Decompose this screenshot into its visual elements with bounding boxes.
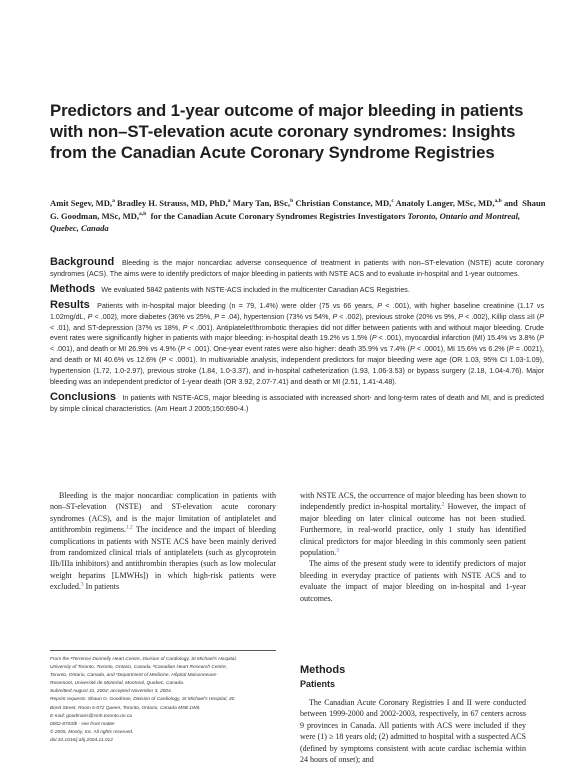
abstract-text: .001), and death or MI 26.9% vs 4.9% ( [56, 345, 181, 354]
body-paragraph: The aims of the present study were to identify predictors of major bleeding in everyday practice of patients with NSTE ACS and to evaluate the impact of major bleeding on in-hospital and 1-year outcomes. [300, 559, 526, 603]
abstract-text: .001), with higher baseline creatinine (1.17 vs 1.02mg/dL, [50, 301, 544, 321]
abstract-heading-conclusions: Conclusions [50, 390, 117, 403]
author-list [50, 197, 550, 235]
subsection-heading-patients: Patients [300, 679, 336, 689]
p-symbol: P [458, 312, 464, 321]
footnote-line: Submitted August 31, 2004; accepted November 3, 2004. [50, 689, 172, 695]
abstract-conclusions [50, 392, 544, 415]
author-affil: a,b [139, 210, 147, 217]
author-and: and [503, 198, 518, 208]
lt-symbol: < [168, 356, 173, 365]
footnote-line: University of Toronto, Toronto, Ontario, Canada, ᵇCanadian Heart Research Centre, [50, 665, 228, 671]
lt-symbol: < [465, 312, 470, 321]
author-strauss: Bradley H. Strauss, MD, PhD, [117, 198, 228, 208]
p-symbol: P [508, 345, 514, 354]
abstract-heading-methods: Methods [50, 282, 96, 295]
author-constance: Christian Constance, MD, [295, 198, 392, 208]
abstract-text: = .0021), and death or MI 40.6% vs 12.6% ( [50, 345, 544, 365]
footnote-line: © 2005, Mosby, Inc. All rights reserved. [50, 729, 134, 735]
author-goodman: Shaun G. Goodman, MSc, MD, [50, 198, 546, 221]
lt-symbol: < [50, 345, 55, 354]
lt-symbol: < [339, 312, 344, 321]
author-affil: a,b [494, 198, 502, 205]
body-text: However, the impact of major bleeding on later clinical outcome has not been studied. Furthermore, in real-world practice, only 1 study has identified clinical predictors for major bleeding in this commonly seen patient population. [300, 502, 526, 558]
abstract-text: .001), myocardial infarction (MI) 15.4% vs 3.8% ( [384, 334, 540, 343]
citation-ref[interactable]: 3 [80, 581, 84, 588]
footnote-line: Reprint requests: Shaun G. Goodman, Division of Cardiology, St Michael's Hospital, 30 [50, 697, 235, 703]
footnote-doi[interactable]: doi:10.1016/j.ahj.2004.11.012 [50, 737, 113, 743]
p-symbol: P [161, 356, 167, 365]
article-title: Predictors and 1-year outcome of major bleeding in patients with non–ST-elevation acute coronary syndromes: Insights from the Canadian Acute Coronary Syndrome Registries [50, 101, 524, 162]
abstract-text: .002), previous stroke (20% vs 9%, [345, 312, 457, 321]
author-tan: Mary Tan, BSc, [232, 198, 291, 208]
abstract [50, 257, 544, 419]
body-text: with NSTE ACS, the occurrence of major bleeding has been shown to independently predict in-hospital mortality. [300, 491, 526, 512]
footnotes [50, 656, 276, 745]
abstract-text: .002), Killip class ≥II ( [471, 312, 540, 321]
abstract-text: .001). Antiplatelet/thrombotic therapies did not differ between patients with and without major bleeding. Crude event rates were significantly higher in patients with major bleeding: in-hospital death 19.2% vs 1.5% ( [50, 323, 544, 343]
body-paragraph [300, 490, 526, 558]
footnote-email[interactable]: E-mail: goodmans@smh.toronto.on.ca [50, 713, 132, 719]
abstract-text: .0001), MI 15.6% vs 6.2% ( [423, 345, 509, 354]
author-langer: Anatoly Langer, MSc, MD, [395, 198, 495, 208]
abstract-text: .002), more diabetes (36% vs 25%, [100, 312, 213, 321]
abstract-heading-background: Background [50, 256, 115, 268]
body-text: The incidence and the impact of bleeding complications in patients with NSTE ACS have been mainly derived from randomized clinical trials of antiplatelets (such as glycoprotein IIb/IIIa inhibitors) and antithrombin therapies (such as low molecular weight heparins [LMWHs]) in which high-risk patients were excluded. [50, 525, 277, 592]
footnote-line: 0002-8703/$ - see front matter [50, 721, 115, 727]
lt-symbol: < [189, 323, 194, 332]
p-symbol: P [182, 323, 188, 332]
section-heading-methods: Methods [300, 664, 346, 676]
lt-symbol: < [378, 334, 383, 343]
footnote-line: Toronto, Ontario, Canada, and ᶜDepartment of Medicine, Hôpital Maisonneuve- [50, 673, 218, 679]
author-group: for the Canadian Acute Coronary Syndromes Registries Investigators [150, 210, 406, 221]
lt-symbol: < [94, 312, 99, 321]
abstract-text: In patients with NSTE-ACS, major bleeding is associated with increased short- and long-term rates of death and MI, and is predicted by simple clinical characteristics. (Am Heart J 2005;150:690-4.) [50, 393, 544, 413]
p-symbol: P [87, 312, 93, 321]
citation-ref[interactable]: 1,2 [125, 524, 133, 531]
p-symbol: P [410, 345, 415, 354]
p-symbol: P [539, 312, 544, 321]
body-text: In patients [85, 582, 120, 592]
citation-ref[interactable]: 3 [336, 547, 339, 554]
footnote-line: Rosemont, Université de Montréal, Montreal, Quebec, Canada. [50, 681, 185, 687]
lt-symbol: < [416, 345, 421, 354]
p-symbol: P [539, 334, 544, 343]
footnote-divider [50, 650, 276, 651]
author-location: Toronto, Ontario and Montreal, Quebec, Canada [50, 210, 521, 234]
abstract-heading-results: Results [50, 298, 90, 311]
lt-symbol: < [186, 345, 192, 354]
p-symbol: P [332, 312, 338, 321]
abstract-results [50, 300, 544, 388]
p-symbol: P [214, 312, 219, 321]
body-column-right [300, 490, 526, 604]
abstract-text: .001). One-year event rates were also higher: death 35.9% vs 7.4% ( [193, 345, 411, 354]
author-segev: Amit Segev, MD, [50, 198, 113, 208]
body-text: Bleeding is the major noncardiac complication in patients with non–ST-elevation (NSTE) and ST-elevation acute coronary syndromes (ACS), and is the major limitation of antiplatelet and antithrombin regimens. [50, 491, 276, 535]
citation-ref[interactable]: 2 [441, 501, 445, 508]
author-affil: c [391, 198, 394, 205]
p-symbol: P [180, 345, 185, 354]
author-affil: b [290, 198, 294, 205]
abstract-text: We evaluated 5842 patients with NSTE-ACS included in the multicenter Canadian ACS Registries. [101, 285, 410, 294]
p-symbol: P [371, 334, 377, 343]
author-affil: a [227, 198, 231, 205]
abstract-text: Bleeding is the major noncardiac adverse consequence of treatment in patients with non–ST-elevation (NSTE) acute coronary syndromes (ACS). The aims were to identify predictors of major bleeding in patients with NSTE ACS and to evaluate in-hospital and 1-year outcomes. [50, 259, 544, 278]
p-symbol: P [377, 301, 382, 310]
abstract-methods [50, 284, 544, 296]
abstract-text: = .04), hypertension (73% vs 54%, [221, 312, 331, 321]
footnote-line: Bond Street, Room 6-072 Queen, Toronto, Ontario, Canada M5B 1W8. [50, 705, 201, 711]
body-column-left [50, 490, 276, 593]
lt-symbol: < [385, 301, 390, 310]
abstract-background [50, 257, 544, 280]
body-column-right-methods [300, 697, 526, 765]
body-paragraph: The Canadian Acute Coronary Registries I and II were conducted between 1999-2000 and 2002-2003, respectively, in 67 centers across 9 provinces in Canada. All patients with ACS were included if they were (1) ≥ 18 years old; (2) admitted to hospital with a suspected ACS (defined by symptoms consistent with acute cardiac ischemia within 24 hours of onset); and [300, 698, 526, 765]
author-affil: a [112, 198, 115, 205]
footnote-line: From the ᵃTerrence Donnelly Heart Centre, Division of Cardiology, St Michael's Hospital, [50, 657, 237, 662]
lt-symbol: < [50, 323, 55, 332]
abstract-text: .0001). In multivariable analysis, independent predictors for major bleeding were age (OR 1.03, 95% CI 1.03-1.09), hypertension (1.72, 1.0-2.97), previous stroke (1.84, 1.0-3.37), and in-hospital catheterization (1.93, 1.06-3.53) or bypass surgery (2.18, 1.04-4.76). Major bleeding was an independent predictor of 1-year death (OR 3.92, 2.07-7.41) and death or MI (2.51, 1.41-4.48). [50, 356, 544, 387]
body-paragraph [50, 490, 276, 593]
abstract-text: .01), and ST-depression (37% vs 18%, [56, 323, 181, 332]
abstract-text: Patients with in-hospital major bleeding (n = 79, 1.4%) were older (75 vs 66 years, [97, 301, 374, 310]
